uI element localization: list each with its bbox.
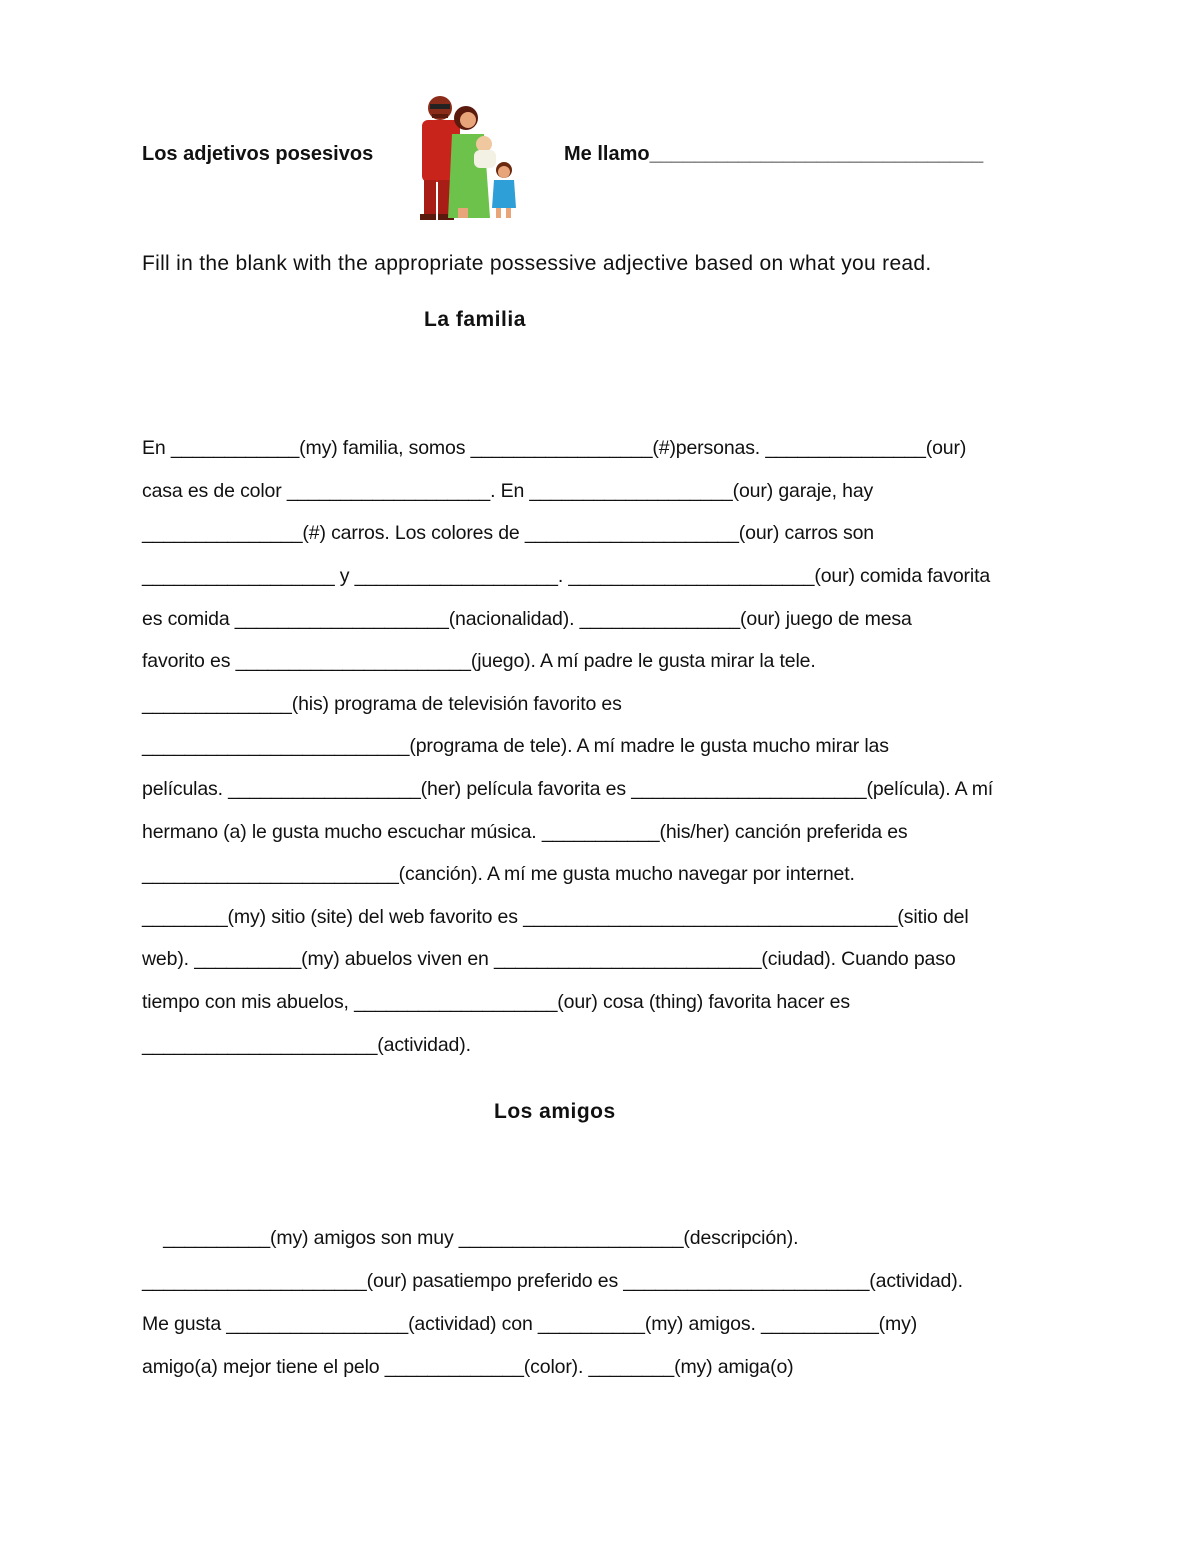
amigos-line: Me gusta _________________(actividad) con __________(my) amigos. ___________(my) [142,1313,918,1335]
familia-line: _______________(#) carros. Los colores de ____________________(our) carros son [142,522,875,544]
instructions: Fill in the blank with the appropriate possessive adjective based on what you read. [142,252,932,275]
familia-line: ______________(his) programa de televisión favorito es [142,693,622,715]
worksheet-title: Los adjetivos posesivos [142,143,374,165]
familia-line: __________________ y ___________________. _______________________(our) comida favorita [142,565,991,587]
family-illustration-icon [408,90,520,224]
familia-line: ________(my) sitio (site) del web favorito es ___________________________________(sitio del [142,906,969,928]
section-heading-amigos: Los amigos [494,1100,616,1123]
section-heading-familia: La familia [424,308,526,331]
name-field[interactable]: Me llamo______________________________ [564,143,984,165]
familia-line: En ____________(my) familia, somos _________________(#)personas. _______________(our) [142,437,967,459]
familia-line: hermano (a) le gusta mucho escuchar música. ___________(his/her) canción preferida es [142,821,908,843]
amigos-line: amigo(a) mejor tiene el pelo _____________(color). ________(my) amiga(o) [142,1356,794,1378]
familia-line: casa es de color ___________________. En ___________________(our) garaje, hay [142,480,874,502]
familia-line: _________________________(programa de tele). A mí madre le gusta mucho mirar las [142,735,889,757]
familia-line: ______________________(actividad). [142,1034,471,1056]
familia-line: ________________________(canción). A mí me gusta mucho navegar por internet. [142,863,855,885]
familia-line: películas. __________________(her) película favorita es ______________________(película). A mí [142,778,994,800]
familia-line: tiempo con mis abuelos, ___________________(our) cosa (thing) favorita hacer es [142,991,850,1013]
amigos-line: __________(my) amigos son muy _____________________(descripción). [142,1227,799,1249]
familia-line: es comida ____________________(nacionalidad). _______________(our) juego de mesa [142,608,912,630]
amigos-line: _____________________(our) pasatiempo preferido es _______________________(actividad). [142,1270,963,1292]
familia-line: favorito es ______________________(juego). A mí padre le gusta mirar la tele. [142,650,816,672]
familia-line: web). __________(my) abuelos viven en _________________________(ciudad). Cuando paso [142,948,956,970]
